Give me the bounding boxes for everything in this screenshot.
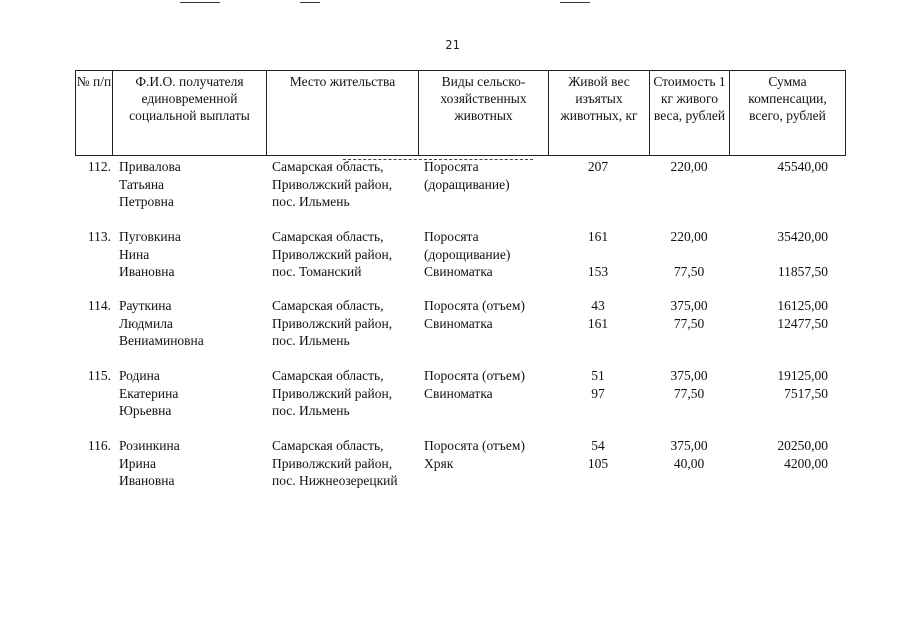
recipient-name-line: Родина	[119, 368, 160, 383]
recipient-address-line: пос. Ильмень	[272, 403, 350, 418]
animal-kind-line: Поросята (отъем)	[424, 368, 525, 383]
animal-kind	[424, 367, 525, 385]
row-number: 114.	[87, 298, 111, 313]
recipient-address-line: пос. Ильмень	[272, 194, 350, 209]
price-per-kg: 77,50	[673, 385, 705, 401]
recipient-name	[119, 437, 180, 490]
recipient-address-line: Приволжский район,	[272, 246, 393, 262]
recipient-name-line: Привалова	[119, 159, 181, 174]
price-per-kg: 77,50	[673, 264, 705, 279]
row-number: 116.	[87, 438, 111, 453]
animal-weight: 161	[587, 229, 609, 244]
animal-kind	[424, 263, 493, 281]
recipient-address-line: Приволжский район,	[272, 176, 393, 192]
recipient-address-line: Самарская область,	[272, 438, 384, 453]
compensation-total: 19125,00	[777, 368, 828, 383]
animal-kind-line: (доращивание)	[424, 176, 510, 192]
scan-mark	[180, 2, 220, 3]
recipient-name-line: Татьяна	[119, 176, 165, 192]
header-total: Сумма компенсации, всего, рублей	[748, 74, 827, 123]
price-per-kg: 375,00	[670, 298, 708, 313]
price-per-kg: 220,00	[670, 159, 708, 174]
recipient-name	[119, 297, 204, 350]
row-number: 113.	[87, 229, 111, 244]
compensation-total: 20250,00	[777, 438, 828, 453]
animal-kind-line: Хряк	[424, 455, 454, 471]
row-number: 115.	[87, 368, 111, 383]
header-weight: Живой вес изъятых животных, кг	[549, 71, 650, 155]
recipient-name-line: Вениаминовна	[119, 333, 204, 348]
animal-kind-line: Поросята (отъем)	[424, 438, 525, 453]
animal-kind-line: Поросята	[424, 159, 479, 174]
recipient-name	[119, 367, 178, 420]
animal-weight: 153	[587, 264, 609, 279]
animal-weight: 207	[587, 159, 609, 174]
recipient-address	[272, 158, 392, 211]
recipient-name-line: Екатерина	[119, 385, 179, 401]
recipient-name-line: Нина	[119, 246, 150, 262]
recipient-name-line: Ивановна	[119, 264, 175, 279]
recipient-address-line: Приволжский район,	[272, 315, 393, 331]
animal-kind	[424, 455, 453, 473]
price-per-kg: 77,50	[673, 315, 705, 331]
compensation-total: 7517,50	[784, 385, 828, 401]
price-per-kg: 220,00	[670, 229, 708, 244]
scan-mark	[300, 2, 320, 3]
animal-weight: 105	[587, 455, 609, 471]
animal-kind-line: Свиноматка	[424, 385, 493, 401]
recipient-address-line: Самарская область,	[272, 229, 384, 244]
animal-weight: 51	[591, 368, 605, 383]
compensation-total: 11857,50	[777, 264, 828, 279]
price-per-kg: 375,00	[670, 368, 708, 383]
header-price: Стоимость 1 кг живого веса, рублей	[650, 71, 730, 155]
header-address: Место жительства	[267, 71, 419, 155]
animal-kind	[424, 385, 493, 403]
compensation-total: 12477,50	[777, 315, 828, 331]
compensation-total: 35420,00	[777, 229, 828, 244]
header-animal: Виды сельско-хозяйственных животных	[419, 71, 549, 155]
recipient-name-line: Юрьевна	[119, 403, 172, 418]
animal-kind-line: Свиноматка	[424, 264, 493, 279]
recipient-address-line: Приволжский район,	[272, 385, 393, 401]
recipient-address	[272, 367, 392, 420]
recipient-address-line: Самарская область,	[272, 368, 384, 383]
table-header	[75, 70, 846, 156]
animal-kind-line: (дорощивание)	[424, 246, 511, 262]
animal-weight: 54	[591, 438, 605, 453]
recipient-address	[272, 437, 398, 490]
compensation-total: 16125,00	[777, 298, 828, 313]
recipient-name-line: Рауткина	[119, 298, 172, 313]
recipient-address-line: Приволжский район,	[272, 455, 393, 471]
recipient-address-line: Самарская область,	[272, 298, 384, 313]
row-number: 112.	[87, 159, 111, 174]
animal-kind	[424, 437, 525, 455]
page-number: 21	[445, 38, 460, 52]
animal-kind	[424, 158, 510, 193]
recipient-address-line: Самарская область,	[272, 159, 384, 174]
compensation-total: 45540,00	[777, 159, 828, 174]
recipient-name	[119, 158, 181, 211]
recipient-name-line: Ирина	[119, 455, 156, 471]
compensation-total: 4200,00	[784, 455, 828, 471]
animal-kind	[424, 297, 525, 315]
header-num: № п/п	[76, 71, 113, 155]
header-name: Ф.И.О. получателя единовременной социальной выплаты	[113, 71, 267, 155]
recipient-address	[272, 228, 392, 281]
recipient-address-line: пос. Томанский	[272, 264, 362, 279]
recipient-name	[119, 228, 181, 281]
price-per-kg: 40,00	[673, 455, 705, 471]
recipient-name-line: Ивановна	[119, 473, 175, 488]
animal-kind-line: Свиноматка	[424, 315, 493, 331]
recipient-address	[272, 297, 392, 350]
animal-weight: 161	[587, 315, 609, 331]
scan-mark	[560, 2, 590, 3]
animal-kind	[424, 228, 510, 263]
recipient-name-line: Людмила	[119, 315, 173, 331]
animal-kind-line: Поросята	[424, 229, 479, 244]
recipient-name-line: Пуговкина	[119, 229, 181, 244]
price-per-kg: 375,00	[670, 438, 708, 453]
animal-weight: 97	[591, 385, 605, 401]
animal-kind	[424, 315, 493, 333]
animal-kind-line: Поросята (отъем)	[424, 298, 525, 313]
recipient-name-line: Розинкина	[119, 438, 180, 453]
animal-weight: 43	[591, 298, 605, 313]
recipient-address-line: пос. Ильмень	[272, 333, 350, 348]
recipient-address-line: пос. Нижнеозерецкий	[272, 473, 398, 488]
recipient-name-line: Петровна	[119, 194, 174, 209]
